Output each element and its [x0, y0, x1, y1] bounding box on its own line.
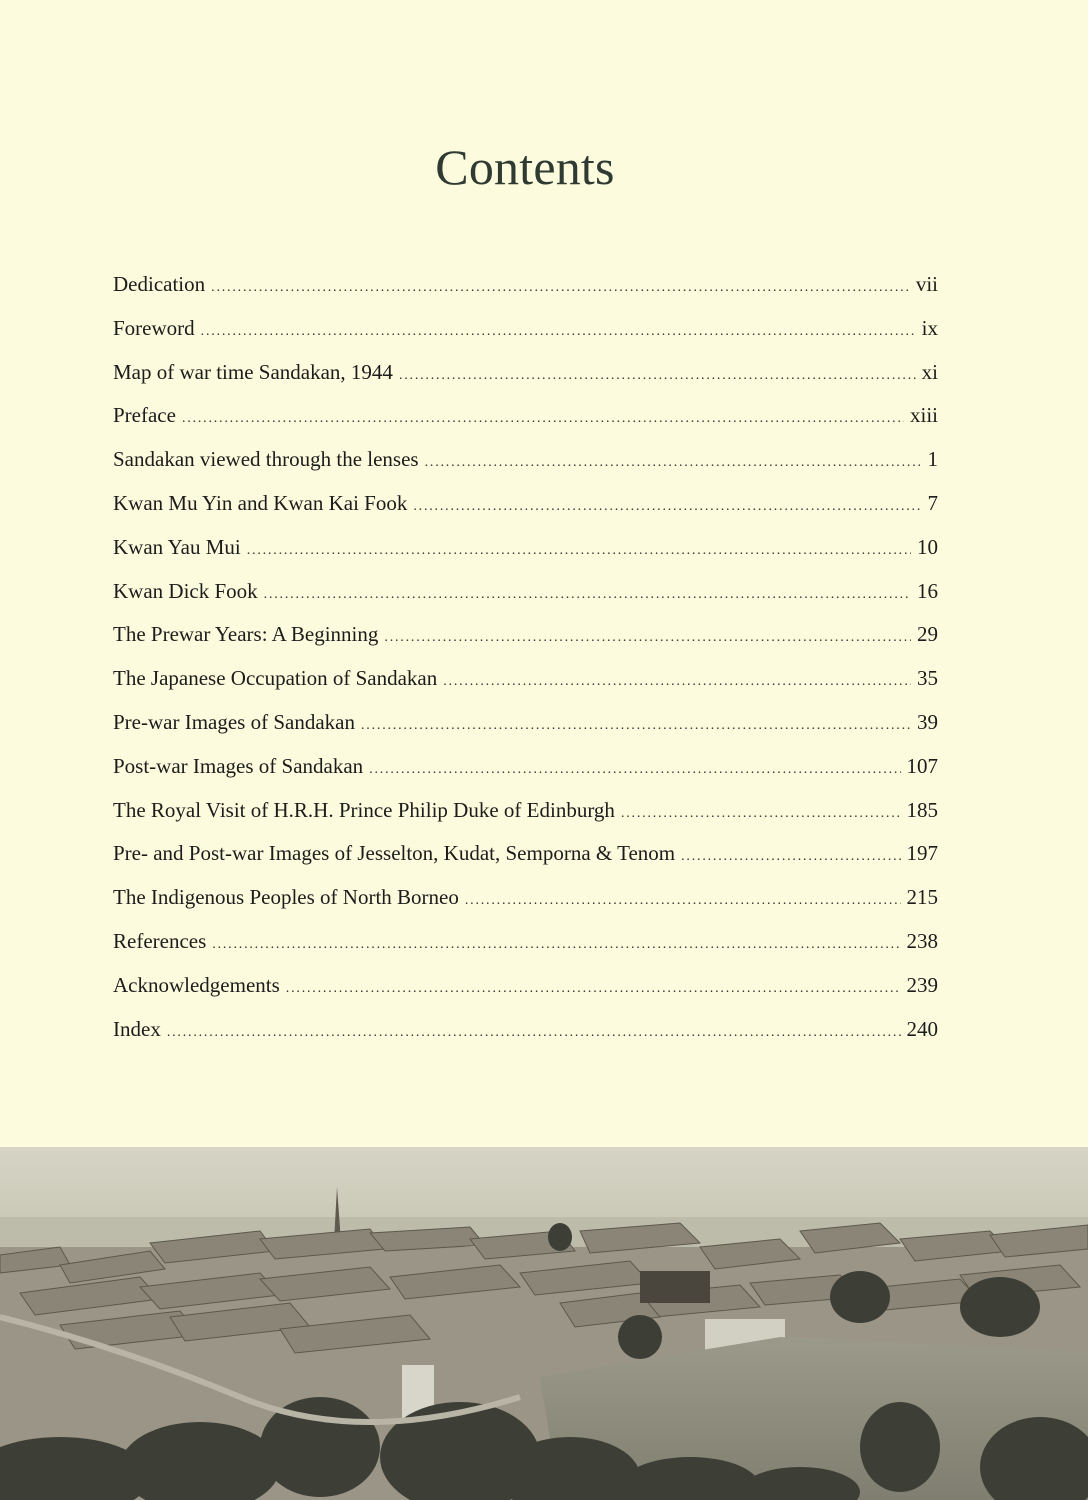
toc-entry-title: Kwan Yau Mui: [113, 534, 241, 559]
toc-entry-page: 16: [917, 578, 938, 603]
toc-entry-page: 7: [927, 490, 938, 515]
page-title: Contents: [435, 139, 615, 195]
toc-entry[interactable]: [113, 528, 938, 572]
toc-dot-leader: [167, 1014, 901, 1052]
toc-entry-page: xi: [921, 359, 938, 384]
toc-dot-leader: [681, 838, 900, 876]
toc-entry[interactable]: [113, 265, 938, 309]
toc-entry-title: Kwan Dick Fook: [113, 578, 258, 603]
toc-entry-title: Foreword: [113, 315, 195, 340]
toc-entry[interactable]: [113, 1010, 938, 1054]
toc-entry-page: 185: [906, 797, 938, 822]
toc-entry[interactable]: [113, 659, 938, 703]
toc-dot-leader: [247, 532, 911, 570]
toc-dot-leader: [384, 619, 911, 657]
table-of-contents: [113, 265, 938, 1053]
toc-dot-leader: [413, 488, 921, 526]
toc-entry[interactable]: [113, 615, 938, 659]
toc-entry-title: Preface: [113, 403, 176, 428]
toc-dot-leader: [264, 576, 911, 614]
toc-entry-page: ix: [921, 315, 938, 340]
toc-entry-page: 239: [906, 972, 938, 997]
toc-entry-page: 240: [906, 1016, 938, 1041]
toc-entry[interactable]: [113, 572, 938, 616]
toc-dot-leader: [182, 400, 904, 438]
toc-entry-title: Pre-war Images of Sandakan: [113, 709, 355, 734]
toc-entry-page: 1: [927, 447, 938, 472]
toc-entry-title: The Prewar Years: A Beginning: [113, 622, 379, 647]
toc-entry-page: 197: [906, 841, 938, 866]
toc-entry[interactable]: [113, 834, 938, 878]
toc-entry-title: Sandakan viewed through the lenses: [113, 447, 419, 472]
toc-entry-title: The Indigenous Peoples of North Borneo: [113, 885, 459, 910]
toc-entry-title: References: [113, 928, 207, 953]
toc-entry[interactable]: [113, 966, 938, 1010]
toc-entry-page: 107: [906, 753, 938, 778]
toc-entry[interactable]: [113, 440, 938, 484]
toc-entry-title: The Japanese Occupation of Sandakan: [113, 666, 438, 691]
toc-entry-title: Kwan Mu Yin and Kwan Kai Fook: [113, 490, 408, 515]
toc-dot-leader: [465, 882, 901, 920]
toc-dot-leader: [201, 313, 916, 351]
toc-entry-title: The Royal Visit of H.R.H. Prince Philip Duke of Edinburgh: [113, 797, 615, 822]
toc-entry-page: 10: [917, 534, 938, 559]
toc-entry-title: Dedication: [113, 272, 206, 296]
toc-entry[interactable]: [113, 747, 938, 791]
toc-entry[interactable]: [113, 922, 938, 966]
toc-dot-leader: [425, 444, 922, 482]
toc-entry-page: vii: [915, 272, 938, 296]
toc-entry-title: Index: [113, 1016, 161, 1041]
toc-dot-leader: [369, 751, 900, 789]
toc-dot-leader: [212, 926, 900, 964]
toc-entry-page: 215: [906, 885, 938, 910]
toc-entry-page: 29: [917, 622, 938, 647]
toc-dot-leader: [621, 795, 901, 833]
toc-dot-leader: [443, 663, 911, 701]
toc-entry[interactable]: [113, 703, 938, 747]
toc-entry[interactable]: [113, 791, 938, 835]
toc-entry-page: xiii: [909, 403, 938, 428]
dark-hall-building: [640, 1271, 710, 1303]
town-panorama-image: [0, 1147, 1088, 1500]
toc-entry-title: Pre- and Post-war Images of Jesselton, Kudat, Semporna & Tenom: [113, 841, 676, 866]
toc-entry-title: Post-war Images of Sandakan: [113, 753, 364, 778]
toc-dot-leader: [399, 357, 916, 395]
toc-entry[interactable]: [113, 309, 938, 353]
toc-dot-leader: [361, 707, 911, 745]
toc-entry-page: 238: [906, 928, 938, 953]
toc-entry[interactable]: [113, 484, 938, 528]
toc-entry-page: 35: [917, 666, 938, 691]
toc-entry[interactable]: [113, 878, 938, 922]
toc-dot-leader: [211, 269, 910, 307]
toc-entry-page: 39: [917, 709, 938, 734]
toc-dot-leader: [286, 970, 901, 1008]
toc-entry-title: Map of war time Sandakan, 1944: [113, 359, 393, 384]
toc-entry[interactable]: [113, 353, 938, 397]
sepia-town-panorama-photo: [0, 1147, 1088, 1500]
toc-entry-title: Acknowledgements: [113, 972, 280, 997]
toc-entry[interactable]: [113, 396, 938, 440]
